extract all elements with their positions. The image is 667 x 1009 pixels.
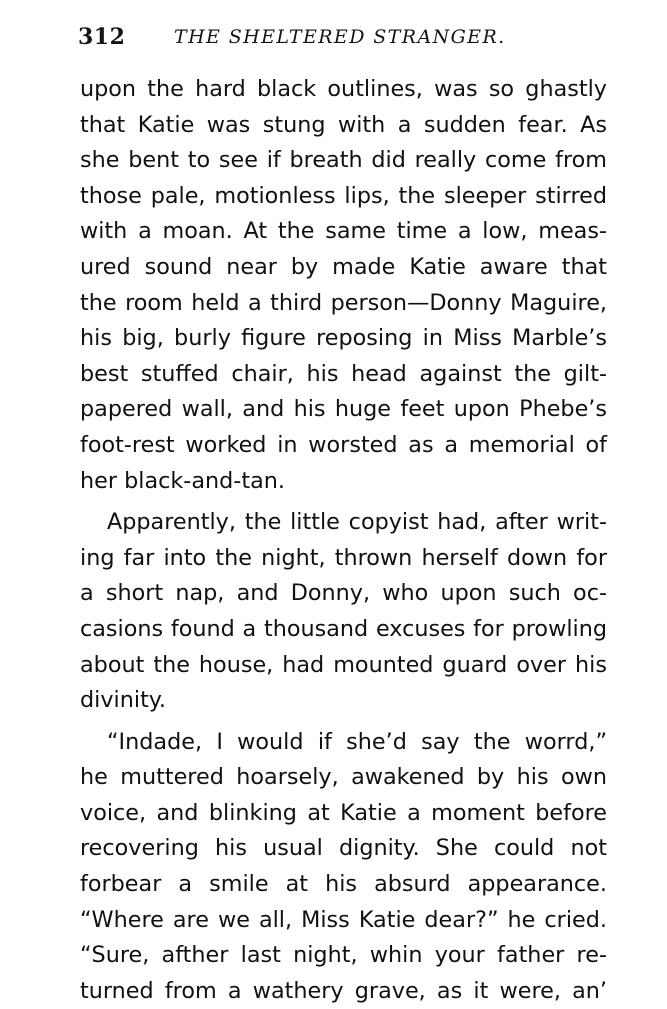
text-line: Apparently, the little copyist had, after writ-	[107, 509, 607, 536]
text-line: “Indade, I would if she’d say the worrd,”	[107, 728, 607, 755]
text-line: forbear a smile at his absurd appearance.	[80, 871, 607, 898]
text-line: best stuffed chair, his head against the gilt-	[80, 360, 607, 387]
text-line: his big, burly figure reposing in Miss Marble’s	[80, 325, 607, 352]
paragraph	[80, 505, 607, 719]
text-line: she bent to see if breath did really come from	[80, 147, 607, 174]
text-line: her black-and-tan.	[80, 467, 285, 494]
text-line: “Where are we all, Miss Katie dear?” he cried.	[80, 906, 607, 933]
text-line: turned from a wathery grave, as it were, an’	[80, 977, 607, 1004]
text-line: those pale, motionless lips, the sleeper stirred	[80, 182, 607, 209]
running-title: THE SHELTERED STRANGER.	[174, 26, 506, 48]
text-line: with a moan. At the same time a low, meas-	[80, 218, 607, 245]
text-line: voice, and blinking at Katie a moment before	[80, 799, 607, 826]
text-line: recovering his usual dignity. She could not	[80, 835, 607, 862]
text-line: divinity.	[80, 687, 166, 714]
text-line: ing far into the night, thrown herself down for	[80, 544, 607, 571]
text-line: that Katie was stung with a sudden fear. As	[80, 111, 607, 138]
text-line: the room held a third person—Donny Maguire,	[80, 289, 607, 316]
text-line: foot-rest worked in worsted as a memorial of	[80, 431, 607, 458]
text-line: ured sound near by made Katie aware that	[80, 253, 607, 280]
text-line: a short nap, and Donny, who upon such oc-	[80, 580, 607, 607]
text-line: papered wall, and his huge feet upon Phebe’s	[80, 396, 607, 423]
text-line: upon the hard black outlines, was so ghastly	[80, 76, 607, 102]
paragraph	[80, 72, 607, 499]
text-line: he muttered hoarsely, awakened by his own	[80, 764, 607, 791]
body-text	[80, 72, 607, 1009]
text-line: about the house, had mounted guard over his	[80, 651, 607, 678]
text-line: casions found a thousand excuses for prowling	[80, 615, 607, 642]
text-line: “Sure, afther last night, whin your father re-	[80, 942, 607, 969]
page-number: 312	[78, 24, 126, 50]
page-header	[78, 20, 608, 54]
paragraph	[80, 725, 607, 1009]
